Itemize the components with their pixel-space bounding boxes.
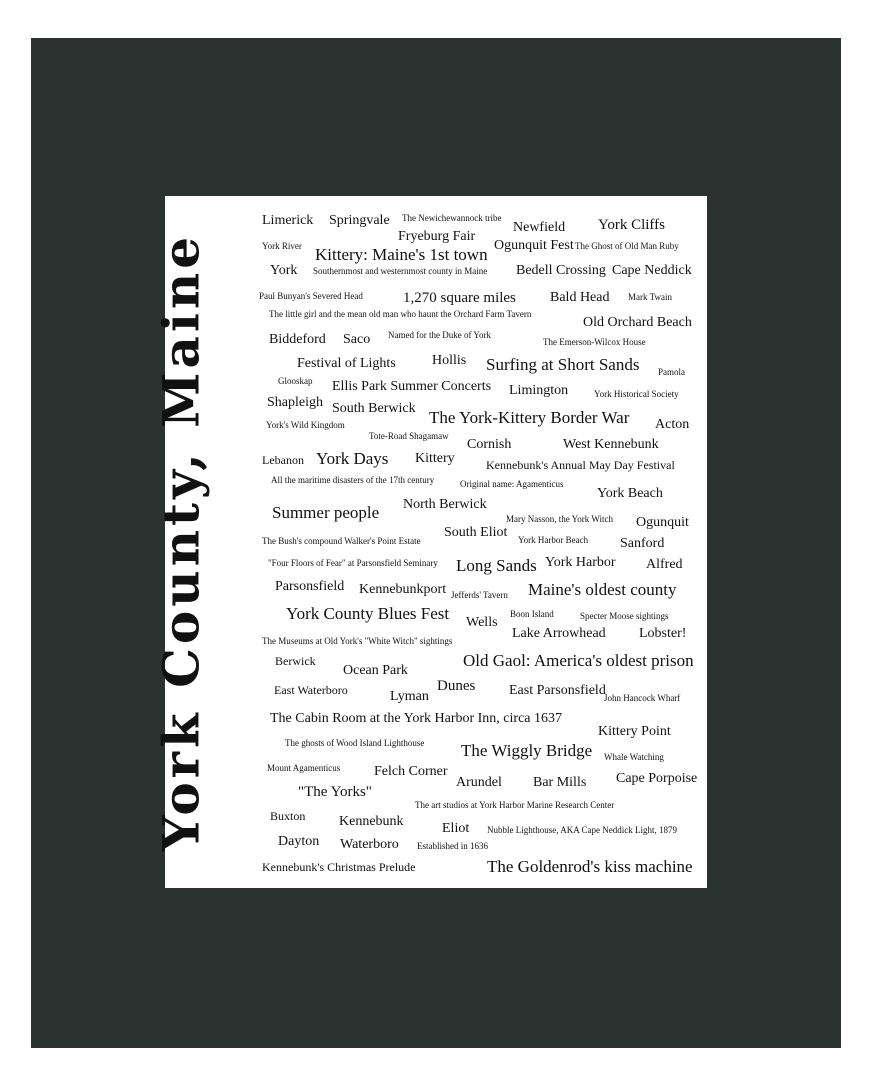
word-square-miles: 1,270 square miles — [403, 290, 516, 306]
word-bedell-crossing: Bedell Crossing — [516, 263, 606, 278]
word-kittery-first: Kittery: Maine's 1st town — [315, 245, 488, 264]
word-lyman: Lyman — [390, 689, 429, 704]
word-buxton: Buxton — [270, 809, 306, 823]
word-biddeford: Biddeford — [269, 332, 326, 347]
word-boon-island: Boon Island — [510, 609, 554, 619]
word-mark-twain: Mark Twain — [628, 292, 672, 302]
word-southernmost: Southernmost and westernmost county in Maine — [313, 266, 488, 276]
word-west-kennebunk: West Kennebunk — [563, 437, 659, 452]
word-bar-mills: Bar Mills — [533, 775, 587, 790]
word-lebanon: Lebanon — [262, 453, 304, 467]
word-york-beach: York Beach — [597, 486, 663, 501]
word-nubble: Nubble Lighthouse, AKA Cape Neddick Light, 1879 — [487, 825, 677, 835]
word-bald-head: Bald Head — [550, 290, 610, 305]
word-festival-lights: Festival of Lights — [297, 356, 396, 371]
word-acton: Acton — [655, 417, 690, 432]
word-york-cliffs: York Cliffs — [598, 217, 665, 233]
word-wells: Wells — [466, 615, 498, 630]
word-christmas-prelude: Kennebunk's Christmas Prelude — [262, 860, 416, 874]
word-john-hancock: John Hancock Wharf — [604, 693, 681, 703]
word-york-historical: York Historical Society — [594, 389, 679, 399]
word-east-waterboro: East Waterboro — [274, 683, 348, 697]
word-shapleigh: Shapleigh — [267, 395, 323, 410]
word-limington: Limington — [509, 383, 569, 398]
word-blues-fest: York County Blues Fest — [286, 604, 450, 623]
word-york-harbor-beach: York Harbor Beach — [518, 535, 589, 545]
word-tote-road: Tote-Road Shagamaw — [369, 431, 449, 441]
word-springvale: Springvale — [329, 213, 390, 228]
word-summer-people: Summer people — [272, 503, 380, 522]
word-agamenticus-name: Original name: Agamenticus — [460, 479, 564, 489]
word-pamola: Pamola — [658, 367, 685, 377]
word-newfield: Newfield — [513, 220, 566, 235]
word-mary-nasson: Mary Nasson, the York Witch — [506, 514, 613, 524]
word-wood-island: The ghosts of Wood Island Lighthouse — [285, 738, 425, 748]
word-wild-kingdom: York's Wild Kingdom — [266, 420, 345, 430]
word-east-parsonsfield: East Parsonsfield — [509, 683, 606, 698]
word-border-war: The York-Kittery Border War — [429, 408, 630, 427]
word-jefferds-tavern: Jefferds' Tavern — [451, 590, 508, 600]
word-whale-watching: Whale Watching — [604, 752, 664, 762]
vertical-title: York County, Maine — [151, 232, 211, 852]
word-alfred: Alfred — [646, 557, 683, 572]
word-york-river: York River — [262, 241, 302, 251]
word-white-witch: The Museums at Old York's "White Witch" sightings — [262, 636, 453, 646]
word-the-yorks: "The Yorks" — [298, 784, 372, 800]
word-cabin-room: The Cabin Room at the York Harbor Inn, circa 1637 — [270, 711, 562, 726]
word-ocean-park: Ocean Park — [343, 663, 408, 678]
word-cape-neddick: Cape Neddick — [612, 263, 692, 278]
word-glooskap: Glooskap — [278, 376, 313, 386]
word-dunes: Dunes — [437, 678, 476, 694]
word-kittery: Kittery — [415, 451, 455, 466]
word-ellis-park: Ellis Park Summer Concerts — [332, 379, 492, 394]
word-specter-moose: Specter Moose sightings — [580, 611, 669, 621]
word-kittery-point: Kittery Point — [598, 724, 671, 739]
word-parsonsfield: Parsonsfield — [275, 579, 345, 594]
word-orchard-farm: The little girl and the mean old man who haunt the Orchard Farm Tavern — [269, 309, 532, 319]
word-york: York — [270, 263, 298, 278]
word-may-day: Kennebunk's Annual May Day Festival — [486, 458, 675, 472]
word-fryeburg-fair: Fryeburg Fair — [398, 229, 476, 244]
word-emerson-wilcox: The Emerson-Wilcox House — [543, 337, 646, 347]
word-duke-of-york: Named for the Duke of York — [388, 330, 491, 340]
word-hollis: Hollis — [432, 353, 467, 368]
word-mount-agamenticus: Mount Agamenticus — [267, 763, 341, 773]
word-long-sands: Long Sands — [456, 556, 537, 575]
word-north-berwick: North Berwick — [403, 497, 487, 512]
word-ogunquit: Ogunquit — [636, 515, 689, 530]
word-kennebunkport: Kennebunkport — [359, 582, 447, 597]
word-eliot: Eliot — [442, 821, 470, 836]
word-york-days: York Days — [316, 449, 389, 468]
word-maritime: All the maritime disasters of the 17th century — [271, 475, 435, 485]
word-waterboro: Waterboro — [340, 837, 399, 852]
word-paul-bunyan: Paul Bunyan's Severed Head — [259, 291, 363, 301]
word-old-gaol: Old Gaol: America's oldest prison — [463, 651, 694, 670]
word-goldenrod: The Goldenrod's kiss machine — [487, 857, 693, 876]
word-arundel: Arundel — [456, 775, 502, 790]
word-walkers-point: The Bush's compound Walker's Point Estate — [262, 536, 421, 546]
word-lake-arrowhead: Lake Arrowhead — [512, 626, 606, 641]
word-kennebunk: Kennebunk — [339, 814, 404, 829]
word-established: Established in 1636 — [417, 841, 488, 851]
word-old-orchard-beach: Old Orchard Beach — [583, 315, 692, 330]
word-berwick: Berwick — [275, 654, 316, 668]
word-cornish: Cornish — [467, 437, 512, 452]
word-felch-corner: Felch Corner — [374, 764, 448, 779]
word-art-studios: The art studios at York Harbor Marine Research Center — [415, 800, 615, 810]
word-dayton: Dayton — [278, 834, 320, 849]
word-cape-porpoise: Cape Porpoise — [616, 771, 698, 786]
word-surfing: Surfing at Short Sands — [486, 355, 640, 374]
word-limerick: Limerick — [262, 213, 314, 228]
word-sanford: Sanford — [620, 536, 665, 551]
word-four-floors: "Four Floors of Fear" at Parsonsfield Seminary — [268, 558, 438, 568]
word-south-eliot: South Eliot — [444, 525, 508, 540]
word-newichewannock: The Newichewannock tribe — [402, 213, 502, 223]
word-york-harbor: York Harbor — [545, 555, 616, 570]
word-lobster: Lobster! — [639, 626, 687, 641]
word-oldest-county: Maine's oldest county — [528, 580, 677, 599]
word-ogunquit-fest: Ogunquit Fest — [494, 238, 574, 253]
word-saco: Saco — [343, 332, 371, 347]
word-ghost-ruby: The Ghost of Old Man Ruby — [575, 241, 679, 251]
word-south-berwick: South Berwick — [332, 401, 416, 416]
word-wiggly-bridge: The Wiggly Bridge — [461, 741, 593, 760]
